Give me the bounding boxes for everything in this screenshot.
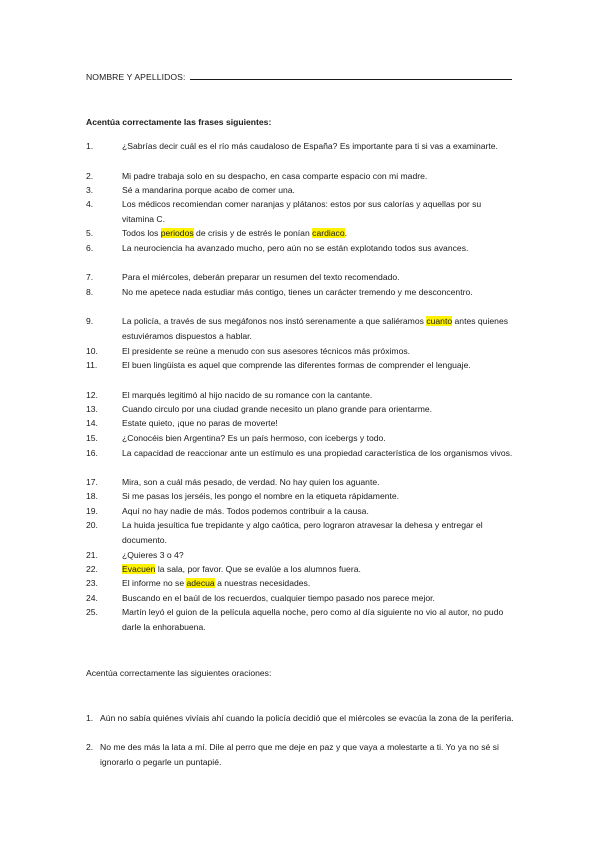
name-blank-line[interactable] — [190, 71, 512, 80]
highlighted-word: cardiaco — [312, 228, 345, 238]
highlighted-word: adecua — [186, 578, 215, 588]
section2-heading: Acentúa correctamente las siguientes oraciones: — [86, 668, 272, 678]
worksheet-page: NOMBRE Y APELLIDOS: Acentúa correctamente las frases siguientes: 1. ¿Sabrías decir cuál es el río más caudaloso de España? Es importante para ti si vas a examinarte. 2. Mi padre trabaja solo en su despacho, en casa comparte espacio con mi madre. 3. Sé a mandarina porque acabo de comer una. 4. Los médicos recomiendan comer naranjas y plátanos: estos por sus calorías y aquellas por su vitamina C. 5. Todos los periodos de crisis y de estrés le ponían cardiaco. 6. La neurociencia ha avanzado mucho, pero aún no se están explotando todos sus avances. 7. Para el miércoles, deberán preparar un resumen del texto recomendado. 8. No me apetece nada estudiar más contigo, tienes un carácter tremendo y me desconcentro. 9. La policía, a través de sus megáfonos nos instó serenamente a que saliéramos cuanto antes quienes estuviéramos dispuestos a hablar. 10. El presidente se reúne a menudo con sus asesores técnicos más próximos. 11. El buen lingüista es aquel que comprende las diferentes formas de comprender el lenguaje. 12. El marqués legitimó al hijo nacido de su romance con la cantante. 13. Cuando circulo por una ciudad grande necesito un plano grande para orientarme. 14. Estate quieto, ¡que no paras de moverte! 15. ¿Conocéis bien Argentina? Es un país hermoso, con icebergs y todo. 16. La capacidad de reaccionar ante un estímulo es una propiedad característica de los organismos vivos. 17. Mira, son a cuál más pesado, de verdad. No hay quien los aguante. 18. Si me pasas los jerséis, les pongo el nombre en la etiqueta rápidamente. 19. Aquí no hay nadie de más. Todos podemos contribuir a la causa. 20. La huida jesuítica fue trepidante y algo caótica, pero lograron atravesar la dehesa y entregar el documento. 21. ¿Quieres 3 o 4? 22. Evacuen la sala, por favor. Que se evalúe a los alumnos fuera. 23. El informe no se adecua a nuestras necesidades. 24. Buscando en el baúl de los recuerdos, cualquier tiempo pasado nos parece mejor. 25. Martín leyó el guion de la película aquella noche, pero como al día siguiente no vio al autor, no pudo darle la enhorabuena. Acentúa correctamente las siguientes oraciones: 1. Aún no sabía quiénes vivíais ahí cuando la policía decidió que el miércoles se evacúa la zona de la periferia. 2. No me des más la lata a mí. Dile al perro que me deje en paz y que vaya a molestarte a ti. Yo ya no sé si ignorarlo o pegarle un puntapié. — [86, 72, 514, 767]
name-label: NOMBRE Y APELLIDOS: — [86, 72, 188, 82]
section1-heading: Acentúa correctamente las frases siguientes: — [86, 117, 272, 127]
highlighted-word: periodos — [160, 228, 194, 238]
highlighted-word: cuanto — [426, 316, 453, 326]
highlighted-word: Evacuen — [122, 564, 156, 574]
name-field[interactable] — [86, 71, 512, 82]
